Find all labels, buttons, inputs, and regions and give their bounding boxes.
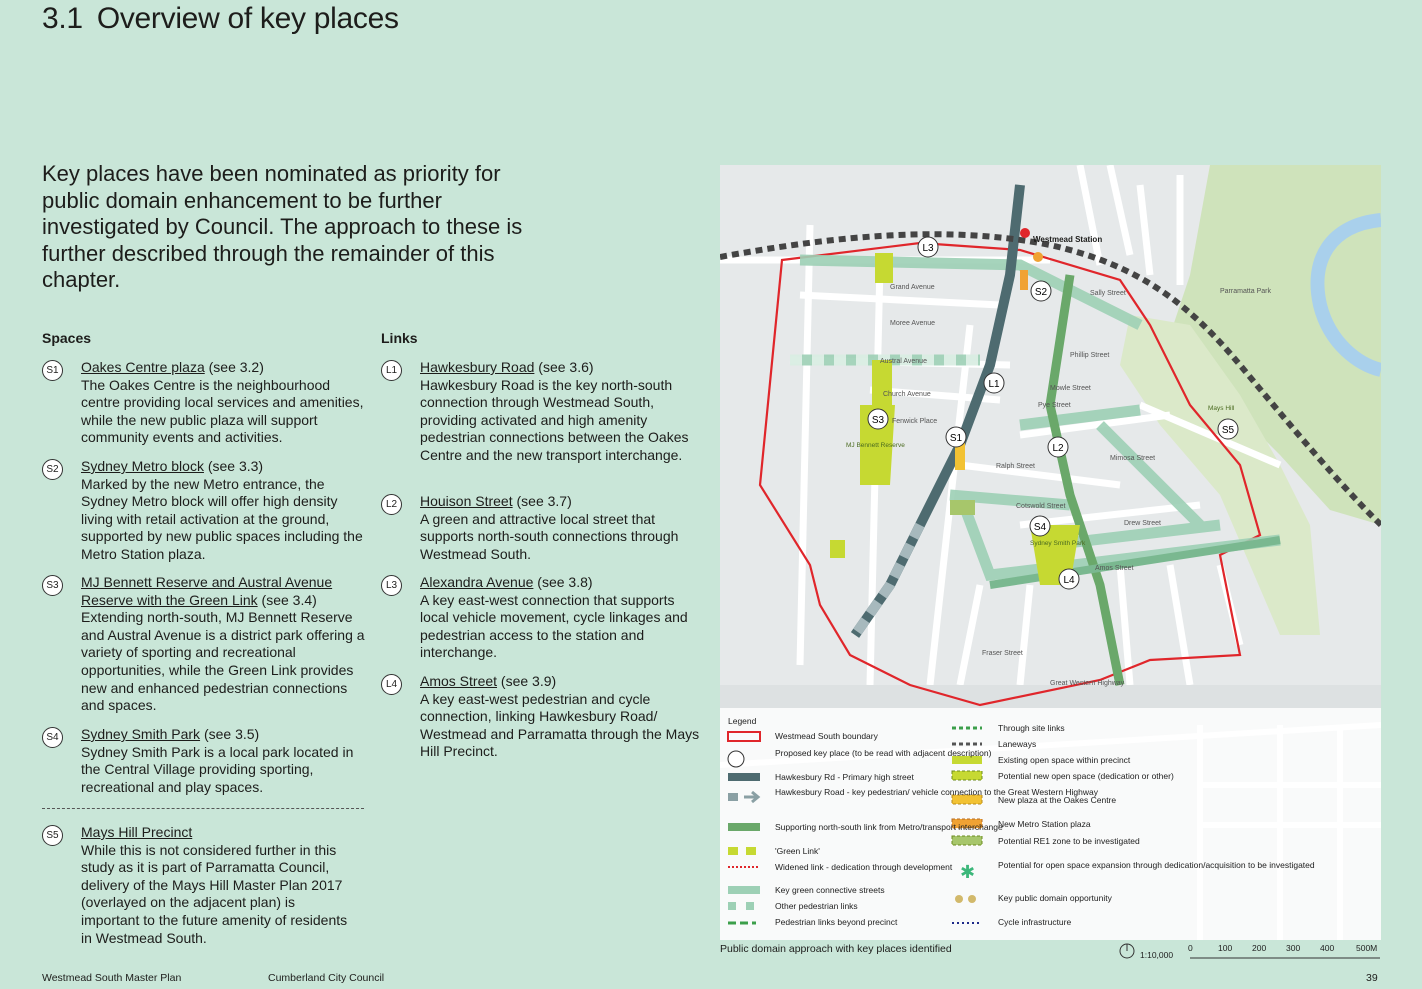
badge-l1: L1 xyxy=(381,360,402,381)
space-title-s1[interactable]: Oakes Centre plaza xyxy=(81,359,205,375)
svg-text:Potential for open space expan: Potential for open space expansion through dedication/acquisition to be investigated xyxy=(998,860,1315,870)
svg-text:Key public domain opportunity: Key public domain opportunity xyxy=(998,893,1112,903)
svg-text:Mimosa Street: Mimosa Street xyxy=(1110,455,1156,462)
svg-text:Great Western Highway: Great Western Highway xyxy=(1050,680,1125,687)
link-entry-l3 xyxy=(385,574,700,662)
space-desc-s4: Sydney Smith Park is a local park located in the Central Village providing sporting, recreational and play spaces. xyxy=(81,743,354,795)
legend-title: Legend xyxy=(728,716,757,726)
links-heading: Links xyxy=(381,330,418,346)
scale-ratio: 1:10,000 xyxy=(1140,950,1174,960)
link-entry-l4 xyxy=(385,673,700,761)
link-ref-l4: (see 3.9) xyxy=(500,673,557,689)
badge-l3: L3 xyxy=(381,575,402,596)
svg-text:L4: L4 xyxy=(1063,575,1075,586)
space-ref-s1: (see 3.2) xyxy=(208,359,264,375)
svg-text:Sally Street: Sally Street xyxy=(1090,290,1126,297)
svg-text:200: 200 xyxy=(1252,943,1267,953)
svg-text:Proposed key place (to be read: Proposed key place (to be read with adjacent description) xyxy=(775,748,992,758)
svg-text:Pedestrian links beyond precin: Pedestrian links beyond precinct xyxy=(775,917,898,927)
badge-s4: S4 xyxy=(42,727,63,748)
svg-text:Existing open space within pre: Existing open space within precinct xyxy=(998,755,1131,765)
svg-text:Fenwick Place: Fenwick Place xyxy=(892,418,938,425)
park2-label: Sydney Smith Park xyxy=(1030,540,1086,547)
link-title-l2[interactable]: Houison Street xyxy=(420,493,513,509)
svg-text:Westmead South boundary: Westmead South boundary xyxy=(775,731,878,741)
space-desc-s3: Extending north-south, MJ Bennett Reserve and Austral Avenue is a district park offering a variety of sporting and recreational opportunities, while the Green Link provides new and enhanced pedestrian connections and spaces. xyxy=(81,609,365,714)
svg-text:S1: S1 xyxy=(949,433,963,444)
space-desc-s1: The Oakes Centre is the neighbourhood centre providing local services and amenities, while the new public plaza will support community events and activities. xyxy=(81,376,364,446)
link-desc-l4: A key east-west pedestrian and cycle connection, linking Hawkesbury Road/ Westmead and Parramatta through the Mays Hill Precinct. xyxy=(420,690,700,760)
svg-text:Key green connective streets: Key green connective streets xyxy=(775,885,885,895)
space-entry-s1 xyxy=(46,359,366,447)
svg-text:Drew Street: Drew Street xyxy=(1124,520,1161,527)
link-desc-l1: Hawkesbury Road is the key north-south connection through Westmead South, providing activated and high amenity pedestrian connections between the Oakes Centre and the new transport interchange. xyxy=(420,376,689,463)
svg-text:Cotswold Street: Cotswold Street xyxy=(1016,503,1066,510)
reserve-label: MJ Bennett Reserve xyxy=(846,442,905,449)
svg-text:500M: 500M xyxy=(1356,943,1378,953)
space-entry-s3 xyxy=(46,574,366,715)
svg-text:Phillip Street: Phillip Street xyxy=(1070,352,1110,359)
space-desc-s2: Marked by the new Metro entrance, the Sydney Metro block will offer high density living with retail activation at the ground, supported by new public spaces including the Metro Station plaza. xyxy=(81,475,363,562)
badge-s2: S2 xyxy=(42,459,63,480)
svg-text:✱: ✱ xyxy=(960,862,976,882)
svg-text:Mowle Street: Mowle Street xyxy=(1050,385,1091,392)
link-desc-l3: A key east-west connection that supports local vehicle movement, cycle linkages and pedestrian access to the station and interchange. xyxy=(420,591,688,661)
svg-text:Moree Avenue: Moree Avenue xyxy=(890,320,936,327)
svg-text:S4: S4 xyxy=(1033,522,1047,533)
svg-text:Other pedestrian links: Other pedestrian links xyxy=(775,901,858,911)
link-title-l4[interactable]: Amos Street xyxy=(420,673,498,689)
link-ref-l3: (see 3.8) xyxy=(537,574,593,590)
svg-text:Widened link - dedication thro: Widened link - dedication through development xyxy=(775,862,953,872)
svg-text:Laneways: Laneways xyxy=(998,739,1037,749)
svg-text:L1: L1 xyxy=(988,379,1000,390)
mays-label: Mays Hill xyxy=(1208,405,1235,412)
intro-paragraph: Key places have been nominated as priority for public domain enhancement to be further investigated by Council. The approach to these is further described through the remainder of this chapter. xyxy=(42,161,523,292)
svg-text:Grand Avenue: Grand Avenue xyxy=(890,284,935,291)
space-ref-s4: (see 3.5) xyxy=(203,726,260,742)
svg-text:Through site links: Through site links xyxy=(998,723,1065,733)
svg-text:400: 400 xyxy=(1320,943,1335,953)
svg-text:Potential RE1 zone to be inves: Potential RE1 zone to be investigated xyxy=(998,836,1140,846)
badge-s5: S5 xyxy=(42,825,63,846)
svg-text:S3: S3 xyxy=(871,415,885,426)
link-desc-l2: A green and attractive local street that supports north-south connections through Westmead South. xyxy=(420,510,679,562)
svg-text:New plaza at the Oakes Centre: New plaza at the Oakes Centre xyxy=(998,795,1117,805)
park-label: Parramatta Park xyxy=(1220,288,1271,295)
space-title-s4[interactable]: Sydney Smith Park xyxy=(81,726,201,742)
svg-text:'Green Link': 'Green Link' xyxy=(775,846,820,856)
space-title-s2[interactable]: Sydney Metro block xyxy=(81,458,204,474)
link-entry-l1 xyxy=(385,359,700,465)
svg-text:Supporting north-south link fr: Supporting north-south link from Metro/transport interchange xyxy=(775,822,1003,832)
svg-text:Cycle infrastructure: Cycle infrastructure xyxy=(998,917,1072,927)
svg-text:Austral Avenue: Austral Avenue xyxy=(880,358,927,365)
svg-text:Pye Street: Pye Street xyxy=(1038,402,1071,409)
svg-text:Ralph Street: Ralph Street xyxy=(996,463,1035,470)
space-entry-s5 xyxy=(46,824,353,947)
footer-council: Cumberland City Council xyxy=(268,972,385,984)
footer-document-title: Westmead South Master Plan xyxy=(42,972,182,984)
space-ref-s3: (see 3.4) xyxy=(261,591,317,608)
svg-text:Amos Street: Amos Street xyxy=(1095,565,1134,572)
space-desc-s5: While this is not considered further in this study as it is part of Parramatta Council, delivery of the Mays Hill Master Plan 2017 (overlayed on the adjacent plan) is important to the future amenity of residents in Westmead South. xyxy=(81,841,348,946)
badge-s3: S3 xyxy=(42,575,63,596)
link-title-l1[interactable]: Hawkesbury Road xyxy=(420,359,535,375)
space-title-s3[interactable]: MJ Bennett Reserve and Austral Avenue Reserve with the Green Link xyxy=(81,574,333,608)
section-title: Overview of key places xyxy=(96,2,399,35)
section-number: 3.1 xyxy=(42,2,83,35)
link-title-l3[interactable]: Alexandra Avenue xyxy=(420,574,534,590)
badge-l2: L2 xyxy=(381,494,402,515)
badge-l4: L4 xyxy=(381,674,402,695)
svg-text:Hawkesbury Rd - Primary high s: Hawkesbury Rd - Primary high street xyxy=(775,772,914,782)
svg-text:Potential new open space (dedi: Potential new open space (dedication or other) xyxy=(998,771,1174,781)
svg-text:300: 300 xyxy=(1286,943,1301,953)
space-title-s5[interactable]: Mays Hill Precinct xyxy=(81,824,193,840)
svg-text:Church Avenue: Church Avenue xyxy=(883,391,931,398)
svg-text:New Metro Station plaza: New Metro Station plaza xyxy=(998,819,1091,829)
spaces-heading: Spaces xyxy=(42,330,92,346)
svg-text:S2: S2 xyxy=(1034,287,1048,298)
space-entry-s4 xyxy=(46,726,366,796)
svg-text:S5: S5 xyxy=(1221,425,1235,436)
space-entry-s2 xyxy=(46,458,366,564)
svg-text:0: 0 xyxy=(1188,943,1193,953)
badge-s1: S1 xyxy=(42,360,63,381)
link-ref-l1: (see 3.6) xyxy=(538,359,594,375)
map-caption: Public domain approach with key places identified xyxy=(720,943,952,955)
station-label: Westmead Station xyxy=(1033,235,1103,244)
svg-text:L2: L2 xyxy=(1052,443,1064,454)
page-title xyxy=(42,2,399,36)
svg-text:Fraser Street: Fraser Street xyxy=(982,650,1023,657)
svg-text:Hawkesbury Road - key pedestri: Hawkesbury Road - key pedestrian/ vehicle connection to the Great Western Highway xyxy=(775,787,1099,797)
scale-bar xyxy=(1118,940,1383,970)
link-ref-l2: (see 3.7) xyxy=(516,493,572,509)
link-entry-l2 xyxy=(385,493,700,563)
svg-text:100: 100 xyxy=(1218,943,1233,953)
section-divider xyxy=(42,808,364,809)
space-ref-s2: (see 3.3) xyxy=(207,458,264,474)
svg-text:L3: L3 xyxy=(922,243,934,254)
key-places-map xyxy=(720,165,1381,940)
page-number: 39 xyxy=(1366,972,1378,984)
